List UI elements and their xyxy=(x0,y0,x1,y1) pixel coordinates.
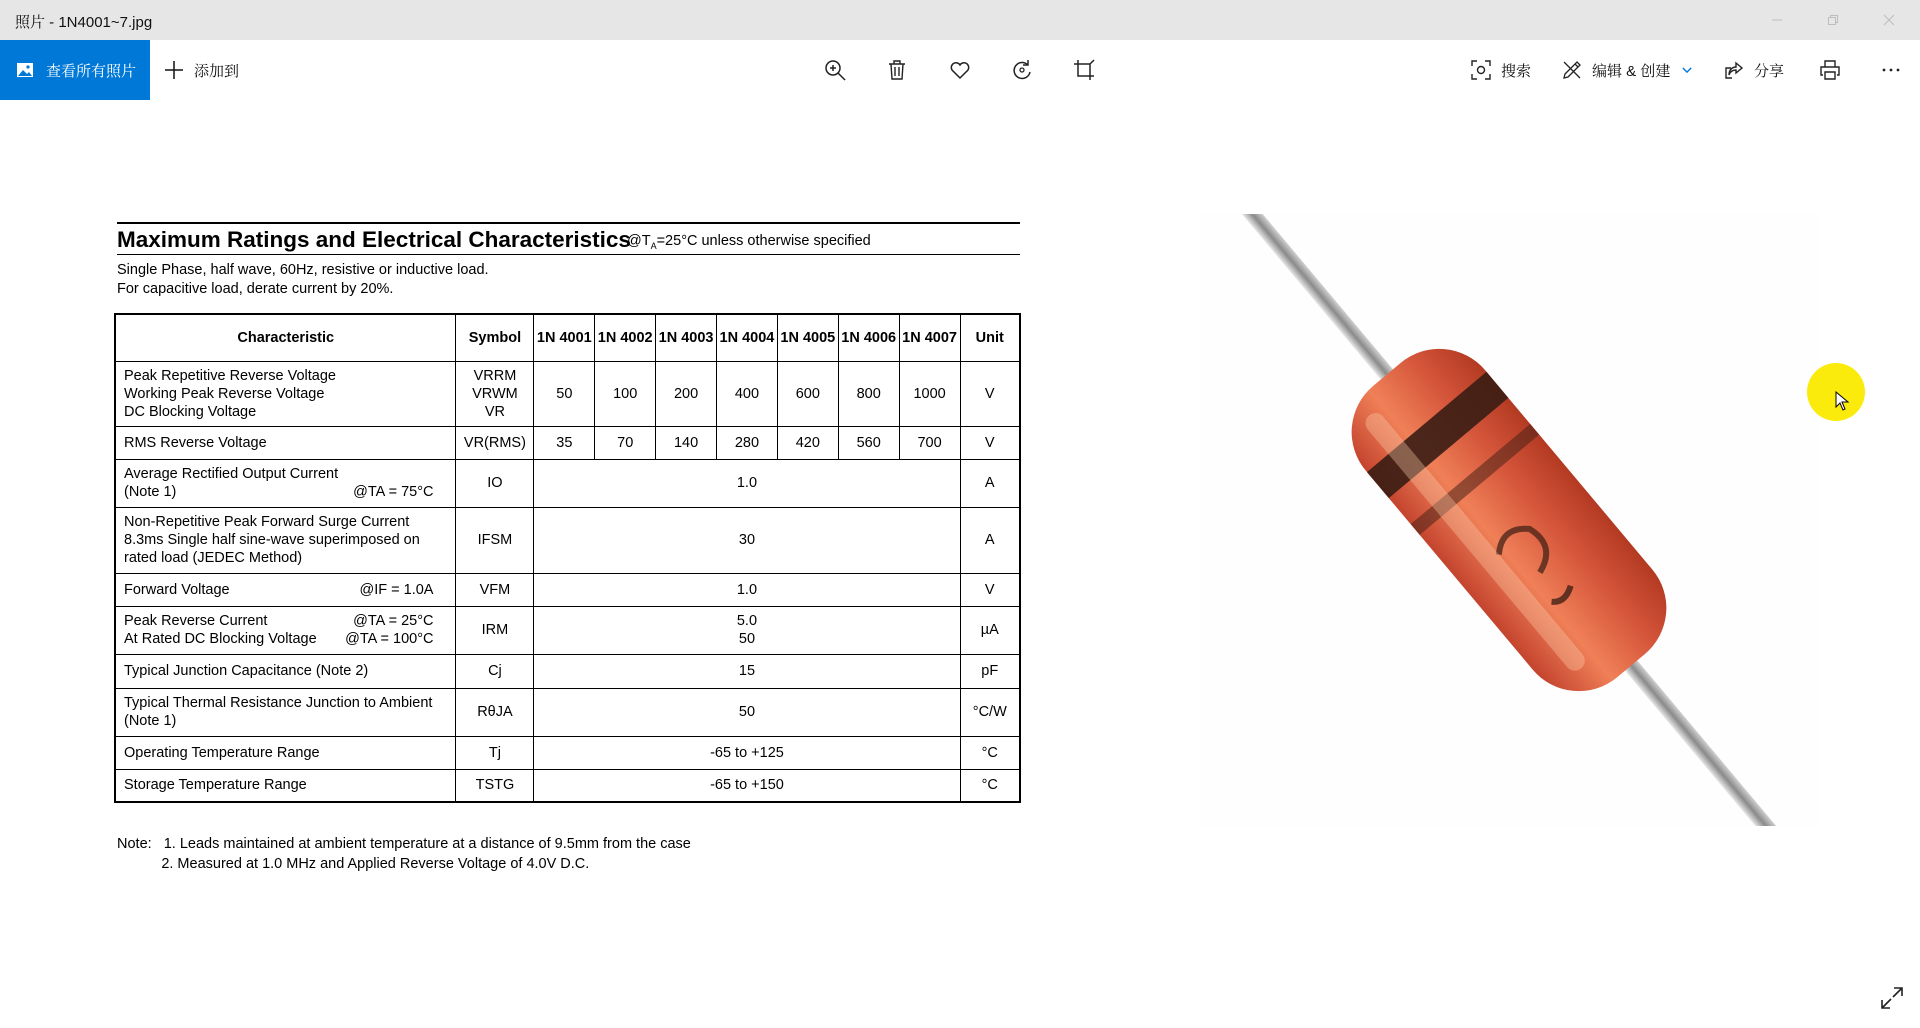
table-row: Typical Junction Capacitance (Note 2) Cj 15 pF xyxy=(115,654,1020,688)
print-button[interactable] xyxy=(1816,56,1844,84)
table-row: Storage Temperature Range TSTG -65 to +150 °C xyxy=(115,769,1020,802)
close-icon xyxy=(1883,14,1895,26)
header-symbol: Symbol xyxy=(456,314,534,361)
ratings-table xyxy=(114,313,1021,803)
header-part: 1N 4007 xyxy=(899,314,960,361)
datasheet-image xyxy=(112,216,1022,876)
rotate-icon xyxy=(1011,59,1033,81)
search-button[interactable] xyxy=(1471,40,1531,100)
header-part: 1N 4001 xyxy=(534,314,595,361)
table-row: RMS Reverse Voltage VR(RMS) 35 70 140 280 420 560 700 V xyxy=(115,426,1020,459)
trash-icon xyxy=(886,59,908,81)
toolbar xyxy=(0,40,1920,100)
table-header-row xyxy=(115,314,1020,361)
add-to-button[interactable] xyxy=(164,40,239,100)
table-row: Operating Temperature Range Tj -65 to +125 °C xyxy=(115,736,1020,769)
table-row: Average Rectified Output Current (Note 1) @TA = 75°C IO 1.0 A xyxy=(115,459,1020,507)
datasheet-condition: $@T_A=25^\circ C$ unless otherwise specified xyxy=(627,233,871,251)
table-row: Non-Repetitive Peak Forward Surge Current 8.3ms Single half sine-wave superimposed on rated load (JEDEC Method) IFSM 30 A xyxy=(115,507,1020,573)
header-part: 1N 4003 xyxy=(656,314,717,361)
more-icon xyxy=(1880,59,1902,81)
minimize-icon xyxy=(1771,14,1783,26)
table-row: Forward Voltage @IF = 1.0A VFM 1.0 V xyxy=(115,573,1020,606)
more-button[interactable] xyxy=(1877,56,1905,84)
favorite-button[interactable] xyxy=(946,56,974,84)
rule-line xyxy=(117,254,1020,255)
search-label: 搜索 xyxy=(1501,62,1532,80)
share-label: 分享 xyxy=(1754,62,1785,80)
title-bar xyxy=(0,0,1920,40)
datasheet-title: Maximum Ratings and Electrical Characteristics xyxy=(117,227,631,252)
heart-icon xyxy=(949,59,971,81)
datasheet-description: Single Phase, half wave, 60Hz, resistive or inductive load. For capacitive load, derate current by 20%. xyxy=(117,262,489,297)
header-unit: Unit xyxy=(960,314,1020,361)
header-part: 1N 4002 xyxy=(595,314,656,361)
visual-search-icon xyxy=(1471,60,1491,80)
printer-icon xyxy=(1819,59,1841,81)
zoom-button[interactable] xyxy=(821,56,849,84)
share-icon xyxy=(1724,60,1744,80)
mouse-pointer-icon xyxy=(1835,391,1851,411)
expand-icon[interactable] xyxy=(1880,986,1904,1010)
diode-photo xyxy=(1200,214,1818,826)
photo-icon xyxy=(16,61,34,79)
header-part: 1N 4005 xyxy=(777,314,838,361)
header-part: 1N 4004 xyxy=(717,314,778,361)
view-all-photos-button[interactable] xyxy=(0,40,150,100)
share-button[interactable] xyxy=(1724,40,1784,100)
edit-create-button[interactable] xyxy=(1562,40,1694,100)
table-row: Peak Repetitive Reverse Voltage Working Peak Reverse Voltage DC Blocking Voltage VRRM VRWM VR 50 100 200 400 600 800 1000 V xyxy=(115,361,1020,426)
datasheet-notes: Note: 1. Leads maintained at ambient temperature at a distance of 9.5mm from the case 2. Measured at 1.0 MHz and Applied Reverse Voltage of 4.0V D.C. xyxy=(117,836,691,872)
edit-icon xyxy=(1562,60,1582,80)
edit-create-label: 编辑 & 创建 xyxy=(1592,62,1671,80)
rule-line xyxy=(117,222,1020,224)
chevron-down-icon xyxy=(1680,63,1694,77)
maximize-button[interactable] xyxy=(1810,0,1856,40)
delete-button[interactable] xyxy=(883,56,911,84)
view-all-photos-label: 查看所有照片 xyxy=(46,62,137,80)
add-to-label: 添加到 xyxy=(194,62,240,80)
zoom-in-icon xyxy=(824,59,846,81)
rotate-button[interactable] xyxy=(1008,56,1036,84)
crop-button[interactable] xyxy=(1070,56,1098,84)
crop-icon xyxy=(1073,59,1095,81)
table-row: Peak Reverse Current @TA = 25°C At Rated DC Blocking Voltage @TA = 100°C IRM 5.0 50 µA xyxy=(115,606,1020,654)
minimize-button[interactable] xyxy=(1754,0,1800,40)
header-characteristic: Characteristic xyxy=(115,314,456,361)
window-title: 照片 - 1N4001~7.jpg xyxy=(15,14,153,31)
plus-icon xyxy=(164,60,184,80)
restore-icon xyxy=(1827,14,1839,26)
diode-illustration xyxy=(1200,214,1818,826)
close-button[interactable] xyxy=(1866,0,1912,40)
table-row: Typical Thermal Resistance Junction to Ambient (Note 1) RθJA 50 °C/W xyxy=(115,688,1020,736)
header-part: 1N 4006 xyxy=(838,314,899,361)
